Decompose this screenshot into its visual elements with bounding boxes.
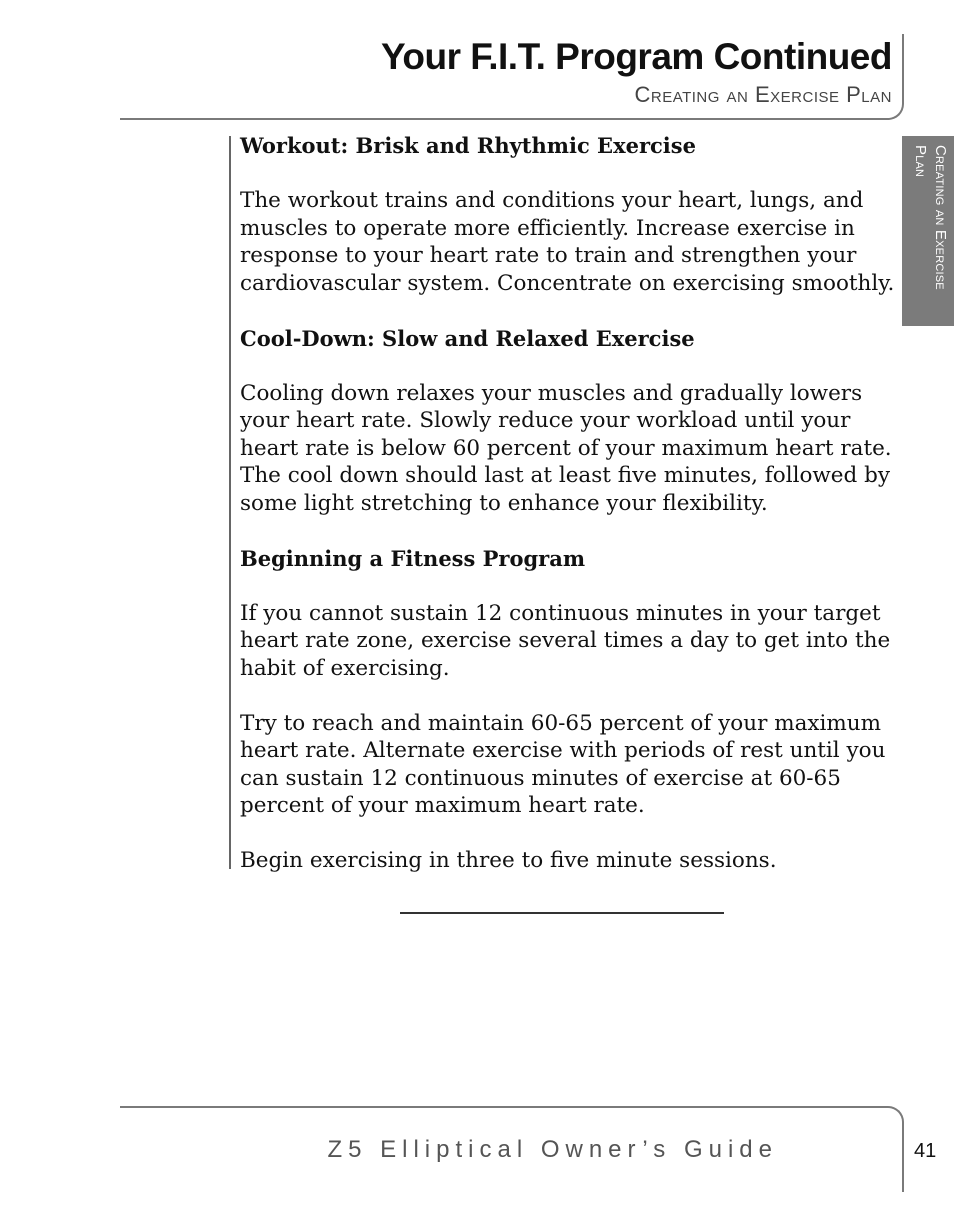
main-content: [240, 132, 895, 902]
section-end-divider: [400, 912, 724, 914]
page-subtitle: Creating an Exercise Plan: [634, 82, 892, 107]
beginning-heading: Beginning a Fitness Program: [240, 545, 586, 571]
content-left-rule: [229, 136, 231, 869]
side-tab-label: Creating an Exercise Plan: [912, 145, 949, 290]
beginning-paragraph-2: Try to reach and maintain 60-65 percent of your maximum heart rate. Alternate exercise with periods of rest until you can sustain 12 continuous minutes of exercise at 60-65 percent of your maximum heart rate.: [240, 710, 886, 818]
cooldown-paragraph: Cooling down relaxes your muscles and gradually lowers your heart rate. Slowly reduce your workload until your heart rate is below 60 percent of your maximum heart rate. The cool down should last at least five minutes, followed by some light stretching to enhance your flexibility.: [240, 380, 892, 516]
page-number: 41: [914, 1140, 937, 1162]
beginning-paragraph-1: If you cannot sustain 12 continuous minutes in your target heart rate zone, exercise several times a day to get into the habit of exercising.: [240, 600, 891, 681]
cooldown-heading: Cool-Down: Slow and Relaxed Exercise: [240, 325, 695, 351]
footer-guide-title: Z5 Elliptical Owner’s Guide: [327, 1136, 778, 1163]
page-title: Your F.I.T. Program Continued: [380, 36, 892, 77]
beginning-paragraph-3: Begin exercising in three to five minute sessions.: [240, 848, 777, 873]
workout-paragraph: The workout trains and conditions your heart, lungs, and muscles to operate more efficiently. Increase exercise in response to your heart rate to train and strengthen your cardiovascular system. Concentrate on exercising smoothly.: [240, 188, 895, 296]
workout-heading: Workout: Brisk and Rhythmic Exercise: [240, 133, 696, 158]
